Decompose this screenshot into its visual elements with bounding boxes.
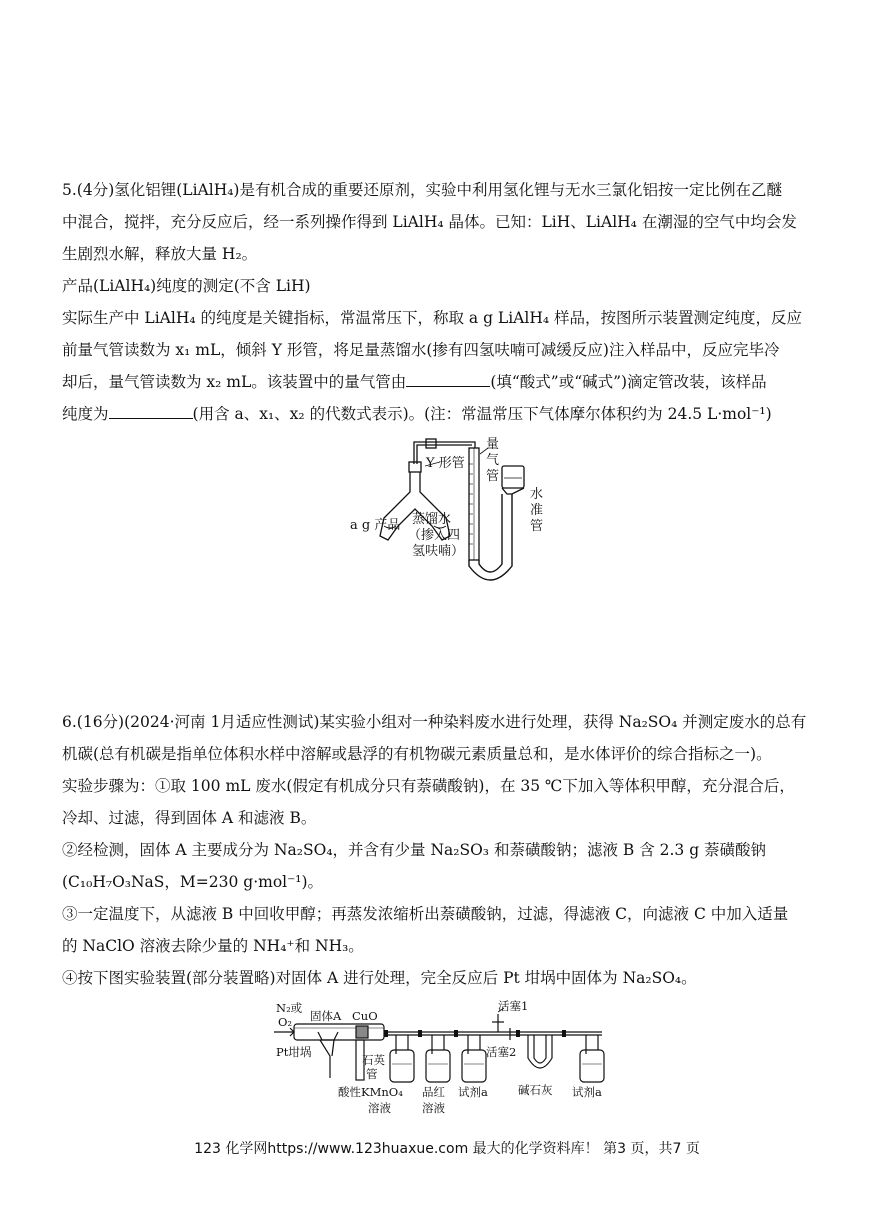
- label-level-tube-2: 准: [530, 503, 544, 518]
- label-pinhong-2: 溶液: [422, 1101, 445, 1115]
- label-level-tube-3: 管: [530, 519, 544, 534]
- figure-y-tube-apparatus: [340, 434, 560, 590]
- figure-treatment-apparatus: [272, 998, 622, 1120]
- label-gas-1: N₂或: [276, 1001, 303, 1015]
- q5-line-6: 前量气管读数为 x₁ mL，倾斜 Y 形管，将足量蒸馏水(掺有四氢呋喃可减缓反应)注入样品中，反应完毕冷: [62, 341, 780, 359]
- label-water-2: （掺入四: [408, 528, 461, 543]
- label-gas-tube-2: 气: [486, 453, 500, 468]
- label-pinhong-1: 品红: [422, 1085, 445, 1099]
- answer-blank-2[interactable]: [109, 404, 193, 419]
- label-kmno4-1: 酸性KMnO₄: [338, 1085, 403, 1099]
- label-reagent-a-1: 试剂a: [458, 1085, 488, 1099]
- label-y-tube: Y 形管: [426, 456, 465, 471]
- label-gas-tube-3: 管: [486, 469, 500, 484]
- q6-line-6: (C₁₀H₇O₃NaS，M=230 g·mol⁻¹)。: [62, 873, 324, 891]
- q5-line-2: 中混合，搅拌，充分反应后，经一系列操作得到 LiAlH₄ 晶体。已知：LiH、LiAlH₄ 在潮湿的空气中均会发: [62, 213, 797, 231]
- label-kmno4-2: 溶液: [368, 1101, 391, 1115]
- page-footer: 123 化学网https://www.123huaxue.com 最大的化学资料库！ 第3 页，共7 页: [194, 1141, 700, 1157]
- label-crucible: Pt坩埚: [276, 1045, 312, 1059]
- q6-line-3: 实验步骤为：①取 100 mL 废水(假定有机成分只有萘磺酸钠)，在 35 ℃下加入等体积甲醇，充分混合后，: [62, 777, 795, 795]
- label-solid-a: 固体A: [310, 1009, 342, 1023]
- label-level-tube-1: 水: [530, 487, 544, 502]
- q5-line-4: 产品(LiAlH₄)纯度的测定(不含 LiH): [62, 277, 311, 295]
- label-water-3: 氢呋喃）: [412, 544, 465, 559]
- q6-line-1: 6.(16分)(2024·河南 1月适应性测试)某实验小组对一种染料废水进行处理，获得 Na₂SO₄ 并测定废水的总有: [62, 713, 807, 731]
- q5-line-8: [62, 404, 772, 424]
- q5-line-7b: (填“酸式”或“碱式”)滴定管改装，该样品: [490, 373, 767, 391]
- label-reagent-a-2: 试剂a: [572, 1085, 602, 1099]
- q6-line-2: 机碳(总有机碳是指单位体积水样中溶解或悬浮的有机物碳元素质量总和，是水体评价的综合指标之一)。: [62, 745, 772, 763]
- q6-line-8: 的 NaClO 溶液去除少量的 NH₄⁺和 NH₃。: [62, 937, 364, 955]
- label-sample: a g 产品: [350, 518, 401, 533]
- q6-line-5: ②经检测，固体 A 主要成分为 Na₂SO₄，并含有少量 Na₂SO₃ 和萘磺酸钠；滤液 B 含 2.3 g 萘磺酸钠: [62, 841, 767, 859]
- q6-line-4: 冷却、过滤，得到固体 A 和滤液 B。: [62, 809, 317, 827]
- label-quartz-1: 石英: [362, 1053, 385, 1067]
- q5-line-5: 实际生产中 LiAlH₄ 的纯度是关键指标，常温常压下，称取 a g LiAlH₄ 样品，按图所示装置测定纯度，反应: [62, 309, 802, 327]
- q5-line-7: [62, 372, 767, 392]
- q5-line-8b: (用含 a、x₁、x₂ 的代数式表示)。(注：常温常压下气体摩尔体积约为 24.5 L·mol⁻¹): [192, 405, 772, 423]
- label-gas-tube-1: 量: [486, 437, 500, 452]
- label-valve-2: 活塞2: [486, 1045, 517, 1059]
- answer-blank-1[interactable]: [406, 372, 490, 387]
- q5-line-1: 5.(4分)氢化铝锂(LiAlH₄)是有机合成的重要还原剂，实验中利用氢化锂与无水三氯化铝按一定比例在乙醚: [62, 181, 782, 199]
- q5-line-7a: 却后，量气管读数为 x₂ mL。该装置中的量气管由: [62, 373, 407, 391]
- label-valve-1: 活塞1: [498, 999, 529, 1013]
- label-gas-2: O₂: [278, 1015, 293, 1029]
- label-cuo: CuO: [352, 1009, 378, 1023]
- q5-line-3: 生剧烈水解，释放大量 H₂。: [62, 245, 258, 263]
- q6-line-9: ④按下图实验装置(部分装置略)对固体 A 进行处理，完全反应后 Pt 坩埚中固体为 Na₂SO₄。: [62, 969, 697, 987]
- label-soda-lime: 碱石灰: [518, 1083, 553, 1097]
- label-water-1: 蒸馏水: [412, 512, 452, 527]
- q5-line-8a: 纯度为: [62, 405, 109, 423]
- label-quartz-2: 管: [366, 1067, 378, 1081]
- q6-line-7: ③一定温度下，从滤液 B 中回收甲醇；再蒸发浓缩析出萘磺酸钠，过滤，得滤液 C，向滤液 C 中加入适量: [62, 905, 789, 923]
